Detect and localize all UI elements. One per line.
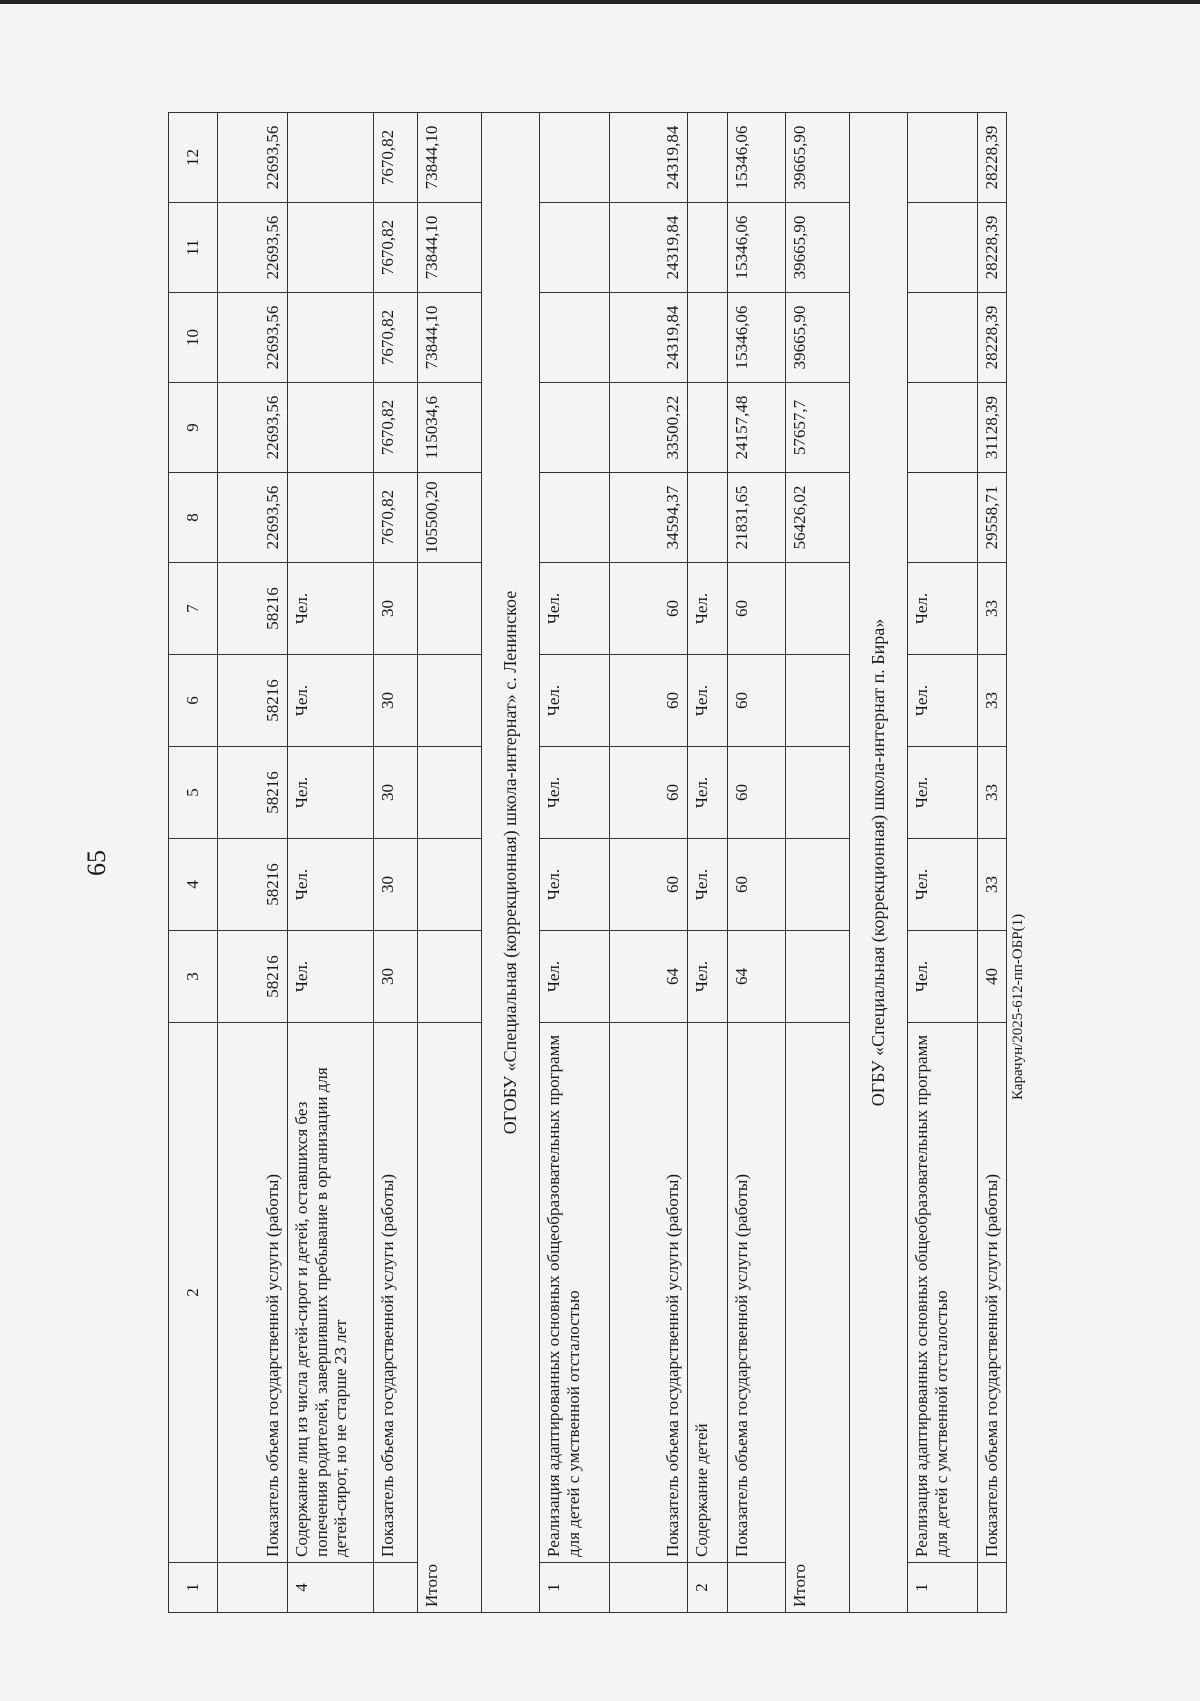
scan-top-edge bbox=[0, 0, 1200, 4]
row-name: Показатель объема государственной услуги (работы) bbox=[978, 1023, 1007, 1563]
column-number: 8 bbox=[169, 473, 218, 563]
table-cell: 39665,90 bbox=[786, 203, 850, 293]
table-cell: Чел. bbox=[908, 747, 978, 839]
table-cell bbox=[908, 383, 978, 473]
rotated-table-container bbox=[168, 113, 1001, 1613]
table-cell: 58216 bbox=[218, 931, 288, 1023]
section-row bbox=[482, 113, 540, 1613]
table-cell: Чел. bbox=[540, 563, 610, 655]
table-cell: 64 bbox=[728, 931, 786, 1023]
table-cell: 30 bbox=[374, 839, 418, 931]
total-row bbox=[786, 113, 850, 1613]
table-cell bbox=[688, 473, 728, 563]
table-cell bbox=[688, 383, 728, 473]
table-cell: 31128,39 bbox=[978, 383, 1007, 473]
column-number: 4 bbox=[169, 839, 218, 931]
table-row bbox=[728, 113, 786, 1613]
table-cell bbox=[540, 293, 610, 383]
section-title: ОГБУ «Специальная (коррекционная) школа-интернат п. Бира» bbox=[850, 113, 908, 1613]
table-cell bbox=[288, 293, 374, 383]
table-cell bbox=[540, 383, 610, 473]
table-cell bbox=[786, 931, 850, 1023]
table-cell: 58216 bbox=[218, 747, 288, 839]
table-cell: 73844,10 bbox=[418, 113, 482, 203]
table-cell bbox=[418, 563, 482, 655]
table-cell bbox=[288, 113, 374, 203]
table-cell: 58216 bbox=[218, 839, 288, 931]
row-name: Показатель объема государственной услуги (работы) bbox=[374, 1023, 418, 1563]
table-cell bbox=[418, 839, 482, 931]
column-number: 2 bbox=[169, 1023, 218, 1563]
table-cell: 22693,56 bbox=[218, 473, 288, 563]
table-row bbox=[288, 113, 374, 1613]
table-cell: 22693,56 bbox=[218, 203, 288, 293]
table-row bbox=[218, 113, 288, 1613]
row-name: Реализация адаптированных основных общеобразовательных программ для детей с умственной отсталостью bbox=[540, 1023, 610, 1563]
table-cell: 15346,06 bbox=[728, 293, 786, 383]
total-label: Итого bbox=[418, 1023, 482, 1613]
table-cell bbox=[418, 931, 482, 1023]
table-cell: 15346,06 bbox=[728, 113, 786, 203]
row-name: Содержание лиц из числа детей-сирот и детей, оставшихся без попечения родителей, завершивших пребывание в организации для детей-сирот, но не старше 23 лет bbox=[288, 1023, 374, 1563]
table-cell: Чел. bbox=[688, 655, 728, 747]
row-number bbox=[610, 1563, 688, 1613]
table-cell: 28228,39 bbox=[978, 203, 1007, 293]
table-cell bbox=[540, 473, 610, 563]
column-number: 5 bbox=[169, 747, 218, 839]
table-cell: 22693,56 bbox=[218, 113, 288, 203]
table-cell bbox=[288, 473, 374, 563]
table-cell: 60 bbox=[728, 839, 786, 931]
table-cell: 7670,82 bbox=[374, 113, 418, 203]
table-cell bbox=[688, 203, 728, 293]
table-cell bbox=[688, 293, 728, 383]
row-number bbox=[728, 1563, 786, 1613]
table-row bbox=[374, 113, 418, 1613]
table-cell bbox=[540, 113, 610, 203]
table-cell: 24157,48 bbox=[728, 383, 786, 473]
table-cell bbox=[288, 383, 374, 473]
table-cell bbox=[908, 113, 978, 203]
table-row bbox=[908, 113, 978, 1613]
table-cell: Чел. bbox=[540, 839, 610, 931]
table-cell: 24319,84 bbox=[610, 203, 688, 293]
total-row bbox=[418, 113, 482, 1613]
column-number: 12 bbox=[169, 113, 218, 203]
page-number: 65 bbox=[82, 850, 111, 876]
table-cell: 33500,22 bbox=[610, 383, 688, 473]
row-name: Показатель объема государственной услуги (работы) bbox=[610, 1023, 688, 1563]
column-number: 1 bbox=[169, 1563, 218, 1613]
table-cell bbox=[786, 747, 850, 839]
table-cell: 73844,10 bbox=[418, 203, 482, 293]
table-cell: 22693,56 bbox=[218, 383, 288, 473]
table-cell: Чел. bbox=[288, 839, 374, 931]
column-number: 9 bbox=[169, 383, 218, 473]
table-cell: 40 bbox=[978, 931, 1007, 1023]
table-row bbox=[610, 113, 688, 1613]
table-cell: Чел. bbox=[540, 747, 610, 839]
row-name: Показатель объема государственной услуги (работы) bbox=[728, 1023, 786, 1563]
table-cell: 60 bbox=[610, 747, 688, 839]
total-label: Итого bbox=[786, 1023, 850, 1613]
table-cell bbox=[786, 839, 850, 931]
table-cell bbox=[688, 113, 728, 203]
table-cell bbox=[288, 203, 374, 293]
table-cell: 39665,90 bbox=[786, 293, 850, 383]
table-cell: 33 bbox=[978, 655, 1007, 747]
table-cell: 58216 bbox=[218, 563, 288, 655]
row-number: 2 bbox=[688, 1563, 728, 1613]
table-cell: Чел. bbox=[688, 563, 728, 655]
row-number: 1 bbox=[908, 1563, 978, 1613]
table-cell bbox=[908, 293, 978, 383]
table-cell: Чел. bbox=[908, 931, 978, 1023]
table-cell: 22693,56 bbox=[218, 293, 288, 383]
table-cell: 73844,10 bbox=[418, 293, 482, 383]
table-cell: 7670,82 bbox=[374, 473, 418, 563]
table-cell: 60 bbox=[610, 563, 688, 655]
table-cell: Чел. bbox=[540, 655, 610, 747]
table-cell: Чел. bbox=[908, 655, 978, 747]
table-cell: 58216 bbox=[218, 655, 288, 747]
section-row bbox=[850, 113, 908, 1613]
table-cell: 30 bbox=[374, 931, 418, 1023]
table-cell bbox=[786, 655, 850, 747]
table-cell: 60 bbox=[728, 747, 786, 839]
table-cell bbox=[908, 473, 978, 563]
table-cell: Чел. bbox=[288, 563, 374, 655]
table-cell bbox=[786, 563, 850, 655]
table-cell: 7670,82 bbox=[374, 293, 418, 383]
table-header-row bbox=[169, 113, 218, 1613]
column-number: 3 bbox=[169, 931, 218, 1023]
table-cell bbox=[418, 655, 482, 747]
table-cell: 39665,90 bbox=[786, 113, 850, 203]
table-cell: 60 bbox=[728, 655, 786, 747]
table-cell: 60 bbox=[610, 839, 688, 931]
table-row bbox=[540, 113, 610, 1613]
column-number: 11 bbox=[169, 203, 218, 293]
table-cell: 33 bbox=[978, 839, 1007, 931]
table-cell: Чел. bbox=[908, 839, 978, 931]
section-title: ОГОБУ «Специальная (коррекционная) школа-интернат» с. Ленинское bbox=[482, 113, 540, 1613]
table-cell: 30 bbox=[374, 747, 418, 839]
table-cell: 30 bbox=[374, 655, 418, 747]
table-cell: 33 bbox=[978, 747, 1007, 839]
row-number bbox=[218, 1563, 288, 1613]
table-cell: 33 bbox=[978, 563, 1007, 655]
table-cell: 7670,82 bbox=[374, 383, 418, 473]
column-number: 10 bbox=[169, 293, 218, 383]
table-cell: 64 bbox=[610, 931, 688, 1023]
row-number bbox=[374, 1563, 418, 1613]
table-cell: 105500,20 bbox=[418, 473, 482, 563]
document-code: Карачун/2025-612-пп-ОБР(1) bbox=[1010, 913, 1026, 1100]
table-cell: Чел. bbox=[288, 931, 374, 1023]
table-cell: 24319,84 bbox=[610, 293, 688, 383]
table-cell: 60 bbox=[728, 563, 786, 655]
table-cell bbox=[540, 203, 610, 293]
row-name: Реализация адаптированных основных общеобразовательных программ для детей с умственной отсталостью bbox=[908, 1023, 978, 1563]
table-cell: 24319,84 bbox=[610, 113, 688, 203]
table-row bbox=[688, 113, 728, 1613]
table-cell: 60 bbox=[610, 655, 688, 747]
row-name: Содержание детей bbox=[688, 1023, 728, 1563]
table-cell: 28228,39 bbox=[978, 113, 1007, 203]
table-cell: Чел. bbox=[688, 931, 728, 1023]
table-cell: Чел. bbox=[288, 655, 374, 747]
row-number: 4 bbox=[288, 1563, 374, 1613]
table-cell: 21831,65 bbox=[728, 473, 786, 563]
table-cell bbox=[908, 203, 978, 293]
row-name: Показатель объема государственной услуги (работы) bbox=[218, 1023, 288, 1563]
table-cell: 15346,06 bbox=[728, 203, 786, 293]
table-cell: 7670,82 bbox=[374, 203, 418, 293]
table-row bbox=[978, 113, 1007, 1613]
column-number: 7 bbox=[169, 563, 218, 655]
table-cell: 57657,7 bbox=[786, 383, 850, 473]
table-cell: 28228,39 bbox=[978, 293, 1007, 383]
table-cell: 30 bbox=[374, 563, 418, 655]
table-cell: Чел. bbox=[908, 563, 978, 655]
table-cell: Чел. bbox=[688, 747, 728, 839]
table-cell: 29558,71 bbox=[978, 473, 1007, 563]
table-cell: 34594,37 bbox=[610, 473, 688, 563]
table-cell: 115034,6 bbox=[418, 383, 482, 473]
table-cell: Чел. bbox=[288, 747, 374, 839]
table-cell: Чел. bbox=[688, 839, 728, 931]
column-number: 6 bbox=[169, 655, 218, 747]
table-cell: Чел. bbox=[540, 931, 610, 1023]
table-cell: 56426,02 bbox=[786, 473, 850, 563]
row-number bbox=[978, 1563, 1007, 1613]
table-cell bbox=[418, 747, 482, 839]
row-number: 1 bbox=[540, 1563, 610, 1613]
budget-table bbox=[168, 112, 1007, 1613]
